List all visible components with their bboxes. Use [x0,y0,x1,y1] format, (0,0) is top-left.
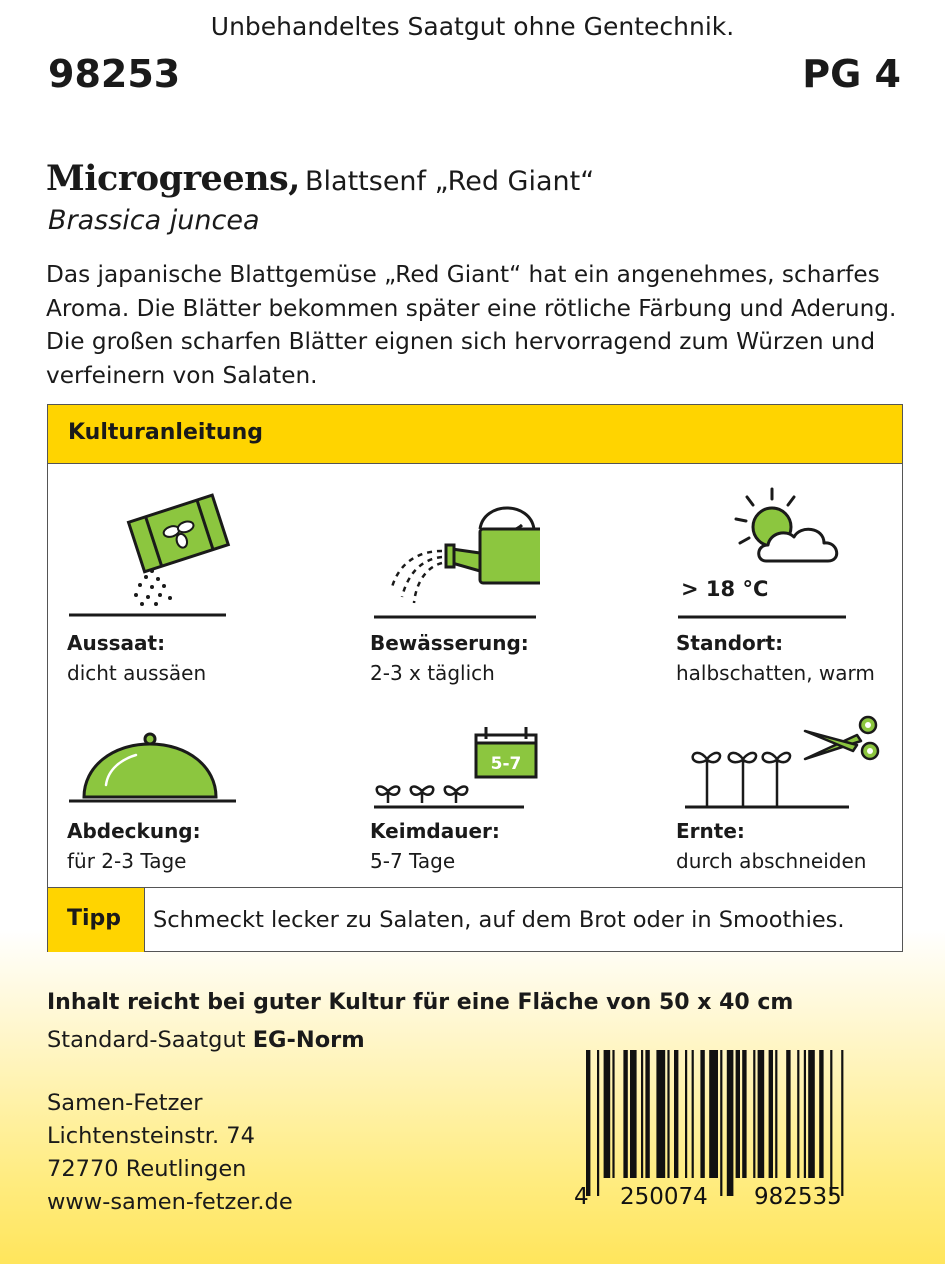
product-description: Das japanische Blattgemüse „Red Giant“ hat ein angenehmes, scharfes Aroma. Die Blätter bekommen später eine rötliche Färbung und Aderung. Die großen scharfen Blätter eignen sich hervorragend zum Würzen und verfeinern von Salaten. [46,261,897,389]
barcode-bar [804,1050,806,1178]
cover-label: Abdeckung: [67,819,201,843]
scissors-sprouts-icon [681,709,889,811]
barcode-bar [758,1050,765,1178]
barcode-bar [597,1050,599,1196]
cover-dome-icon [66,727,238,807]
watering-can-icon [370,495,540,621]
barcode-bar [819,1050,823,1178]
article-number: 98253 [48,52,181,96]
barcode-bar [645,1050,649,1178]
barcode-bar [736,1050,740,1178]
temperature-label: > 18 °C [681,577,769,601]
company-name: Samen-Fetzer [47,1090,203,1116]
barcode-digits-right: 982535 [754,1184,842,1210]
germination-value: 5-7 Tage [370,849,456,873]
seed-packet-icon [66,491,231,621]
barcode-bar [612,1050,614,1178]
company-street: Lichtensteinstr. 74 [47,1123,255,1149]
barcode-bar [667,1050,669,1178]
seed-standard-prefix: Standard-Saatgut [47,1027,253,1053]
sowing-value: dicht aussäen [67,661,207,685]
tip-label: Tipp [67,906,122,931]
germination-calendar-text: 5-7 [490,754,522,774]
barcode-bar [830,1050,832,1196]
harvest-label: Ernte: [676,819,745,843]
coverage-note: Inhalt reicht bei guter Kultur für eine Fläche von 50 x 40 cm [47,990,794,1015]
cover-value: für 2-3 Tage [67,849,187,873]
seed-standard [47,1027,365,1053]
latin-name: Brassica juncea [48,205,260,236]
barcode-bar [709,1050,718,1178]
barcode-bar [742,1050,746,1178]
barcode [574,1050,874,1210]
product-title-main: Microgreens, [46,158,300,199]
barcode-bar [797,1050,799,1178]
barcode-bar [656,1050,665,1178]
germination-label: Keimdauer: [370,819,500,843]
barcode-bar [692,1050,694,1178]
barcode-bar [700,1050,704,1178]
price-group: PG 4 [802,52,901,96]
barcode-bar [586,1050,590,1196]
tip-label-cell [48,888,145,952]
barcode-bar [775,1050,777,1178]
product-title [46,158,594,199]
barcode-bar [641,1050,643,1178]
barcode-digit-lead: 4 [574,1184,589,1210]
company-address [47,1087,293,1219]
barcode-bar [630,1050,637,1178]
barcode-bar [786,1050,790,1178]
barcode-bar [720,1050,722,1196]
company-city: 72770 Reutlingen [47,1156,247,1182]
tip-text: Schmeckt lecker zu Salaten, auf dem Brot oder in Smoothies. [153,907,845,933]
barcode-digits-left: 250074 [620,1184,708,1210]
location-value: halbschatten, warm [676,661,875,685]
barcode-bar [808,1050,815,1178]
watering-value: 2-3 x täglich [370,661,495,685]
culture-heading-bar [48,405,902,464]
sowing-label: Aussaat: [67,631,166,655]
seed-standard-norm: EG-Norm [252,1027,365,1053]
location-label: Standort: [676,631,784,655]
barcode-bar [769,1050,773,1178]
culture-heading: Kulturanleitung [68,420,263,445]
product-title-variety: Blattsenf „Red Giant“ [305,166,595,197]
barcode-bar [727,1050,734,1196]
company-website: www-samen-fetzer.de [47,1189,293,1215]
culture-instructions-box [47,404,903,952]
watering-label: Bewässerung: [370,631,529,655]
harvest-value: durch abschneiden [676,849,867,873]
calendar-seedlings-icon [370,723,540,811]
gmo-free-note: Unbehandeltes Saatgut ohne Gentechnik. [210,12,735,41]
barcode-bar [841,1050,843,1196]
barcode-bar [604,1050,611,1178]
barcode-bar [685,1050,687,1178]
barcode-bars [586,1050,843,1196]
barcode-bar [623,1050,627,1178]
barcode-bar [674,1050,678,1178]
tip-row [48,887,902,952]
barcode-bar [753,1050,755,1178]
